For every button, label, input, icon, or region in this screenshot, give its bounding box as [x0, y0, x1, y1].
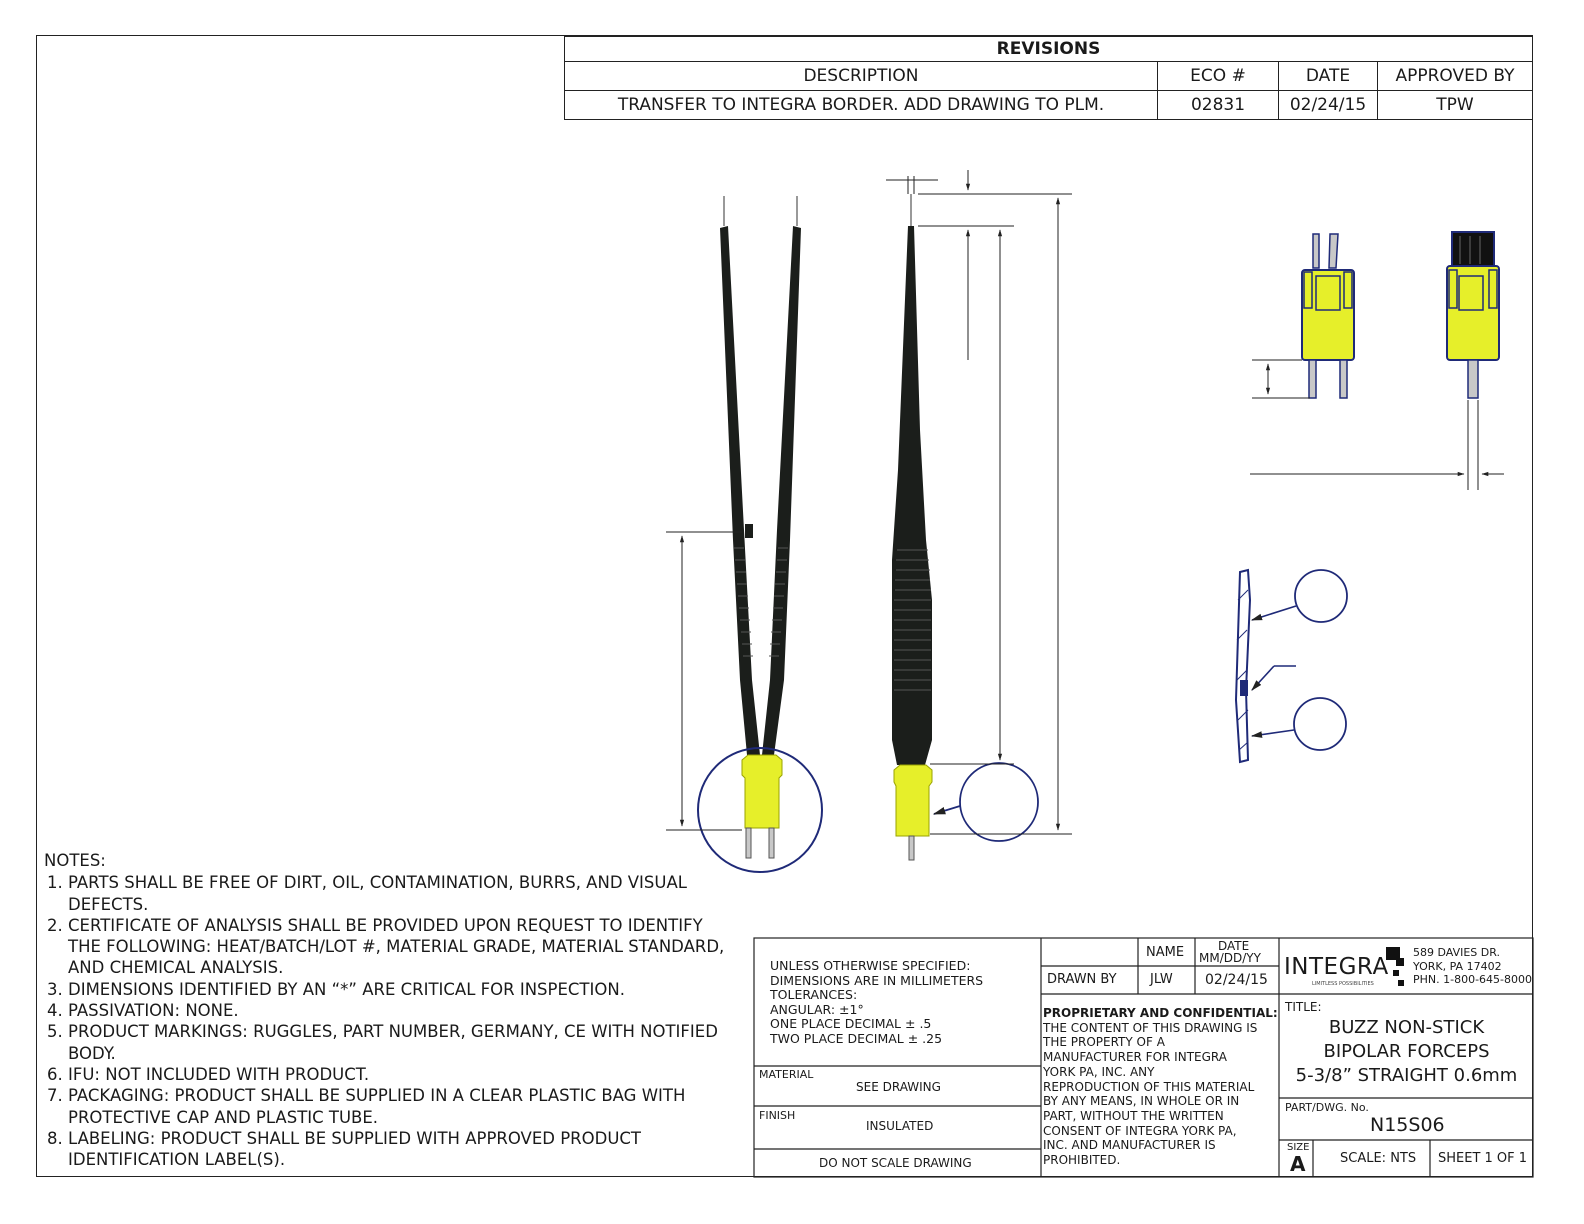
tolerance-line: TWO PLACE DECIMAL ± .25: [770, 1030, 943, 1046]
proprietary-line: CONSENT OF INTEGRA YORK PA,: [1043, 1123, 1237, 1138]
finish-value: INSULATED: [866, 1119, 934, 1133]
forceps-side-view: [886, 170, 1072, 860]
proprietary-line: PROHIBITED.: [1043, 1153, 1121, 1168]
address-line: PHN. 1-800-645-8000: [1413, 973, 1533, 986]
title-label: TITLE:: [1285, 1000, 1322, 1014]
tolerance-line: TOLERANCES:: [770, 987, 858, 1002]
tolerance-notes: [770, 959, 983, 1046]
drawing-title: [1280, 1016, 1533, 1088]
proprietary-notice: [1043, 1006, 1279, 1168]
part-number-label: PART/DWG. No.: [1285, 1101, 1369, 1114]
proprietary-line: YORK PA, INC. ANY: [1043, 1064, 1155, 1079]
notes-heading: NOTES:: [44, 851, 106, 870]
forceps-front-view: [666, 196, 822, 872]
title-line: BUZZ NON-STICK: [1328, 1017, 1485, 1038]
notes-block: [44, 850, 728, 1170]
tolerance-line: ONE PLACE DECIMAL ± .5: [770, 1016, 932, 1031]
proprietary-line: BY ANY MEANS, IN WHOLE OR IN: [1043, 1094, 1240, 1109]
drawn-by-date: 02/24/15: [1205, 972, 1268, 988]
note-item: 3. DIMENSIONS IDENTIFIED BY AN “*” ARE CRITICAL FOR INSPECTION.: [68, 979, 728, 1000]
company-logo: INTEGRA: [1284, 954, 1389, 980]
title-line: 5-3/8” STRAIGHT 0.6mm: [1295, 1065, 1518, 1086]
do-not-scale: DO NOT SCALE DRAWING: [819, 1156, 972, 1170]
size-label: SIZE: [1287, 1142, 1310, 1153]
material-value: SEE DRAWING: [856, 1080, 941, 1094]
date-header-line: DATE: [1218, 939, 1250, 953]
note-item: 1. PARTS SHALL BE FREE OF DIRT, OIL, CONTAMINATION, BURRS, AND VISUAL DEFECTS.: [68, 872, 728, 915]
address-line: 589 DAVIES DR.: [1413, 946, 1501, 959]
rev-col-eco: ECO #: [1158, 62, 1279, 91]
tolerance-line: UNLESS OTHERWISE SPECIFIED:: [770, 958, 971, 973]
tip-section-view: [1236, 570, 1347, 762]
note-item: 7. PACKAGING: PRODUCT SHALL BE SUPPLIED IN A CLEAR PLASTIC BAG WITH PROTECTIVE CAP AND PLASTIC TUBE.: [68, 1085, 728, 1128]
title-line: BIPOLAR FORCEPS: [1323, 1041, 1490, 1062]
rev-col-approved: APPROVED BY: [1378, 62, 1533, 91]
note-item: 6. IFU: NOT INCLUDED WITH PRODUCT.: [68, 1064, 728, 1085]
proprietary-line: MANUFACTURER FOR INTEGRA: [1043, 1050, 1227, 1065]
finish-label: FINISH: [759, 1109, 796, 1122]
company-address: [1413, 946, 1532, 987]
proprietary-line: INC. AND MANUFACTURER IS: [1043, 1138, 1216, 1153]
tolerance-line: ANGULAR: ±1°: [770, 1001, 864, 1017]
address-line: YORK, PA 17402: [1413, 959, 1502, 973]
notes-list: [44, 872, 728, 1170]
rev-approved: TPW: [1378, 91, 1533, 120]
proprietary-line: THE PROPERTY OF A: [1043, 1035, 1165, 1050]
scale-value: SCALE: NTS: [1340, 1151, 1417, 1166]
company-tagline: LIMITLESS POSSIBILITIES: [1312, 981, 1374, 987]
rev-eco: 02831: [1158, 91, 1279, 120]
revisions-title: REVISIONS: [565, 37, 1533, 62]
rev-col-description: DESCRIPTION: [565, 62, 1158, 91]
material-label: MATERIAL: [759, 1068, 814, 1081]
proprietary-line: REPRODUCTION OF THIS MATERIAL: [1043, 1079, 1255, 1094]
note-item: 5. PRODUCT MARKINGS: RUGGLES, PART NUMBER, GERMANY, CE WITH NOTIFIED BODY.: [68, 1021, 728, 1064]
drawn-by-name: JLW: [1150, 972, 1173, 987]
proprietary-line: PART, WITHOUT THE WRITTEN: [1043, 1108, 1224, 1123]
part-number: N15S06: [1370, 1114, 1445, 1136]
size-value: A: [1290, 1152, 1306, 1176]
connector-detail-views: [1250, 232, 1504, 490]
rev-col-date: DATE: [1279, 62, 1378, 91]
drawn-by-label: DRAWN BY: [1047, 972, 1117, 987]
sheet-value: SHEET 1 OF 1: [1438, 1151, 1528, 1166]
name-header: NAME: [1146, 945, 1185, 960]
tolerance-line: DIMENSIONS ARE IN MILLIMETERS: [770, 972, 984, 988]
note-item: 2. CERTIFICATE OF ANALYSIS SHALL BE PROVIDED UPON REQUEST TO IDENTIFY THE FOLLOWING: HEAT/BATCH/LOT #, MATERIAL GRADE, MATERIAL STANDARD, AND CHEMICAL ANALYSIS.: [68, 915, 728, 979]
integra-logo-mark: [1386, 947, 1404, 986]
proprietary-title: PROPRIETARY AND CONFIDENTIAL:: [1043, 1006, 1278, 1020]
proprietary-line: THE CONTENT OF THIS DRAWING IS: [1043, 1020, 1258, 1035]
rev-description: TRANSFER TO INTEGRA BORDER. ADD DRAWING TO PLM.: [565, 91, 1158, 120]
date-format-header: MM/DD/YY: [1199, 951, 1261, 965]
rev-date: 02/24/15: [1279, 91, 1378, 120]
note-item: 4. PASSIVATION: NONE.: [68, 1000, 728, 1021]
note-item: 8. LABELING: PRODUCT SHALL BE SUPPLIED WITH APPROVED PRODUCT IDENTIFICATION LABEL(S).: [68, 1128, 728, 1171]
